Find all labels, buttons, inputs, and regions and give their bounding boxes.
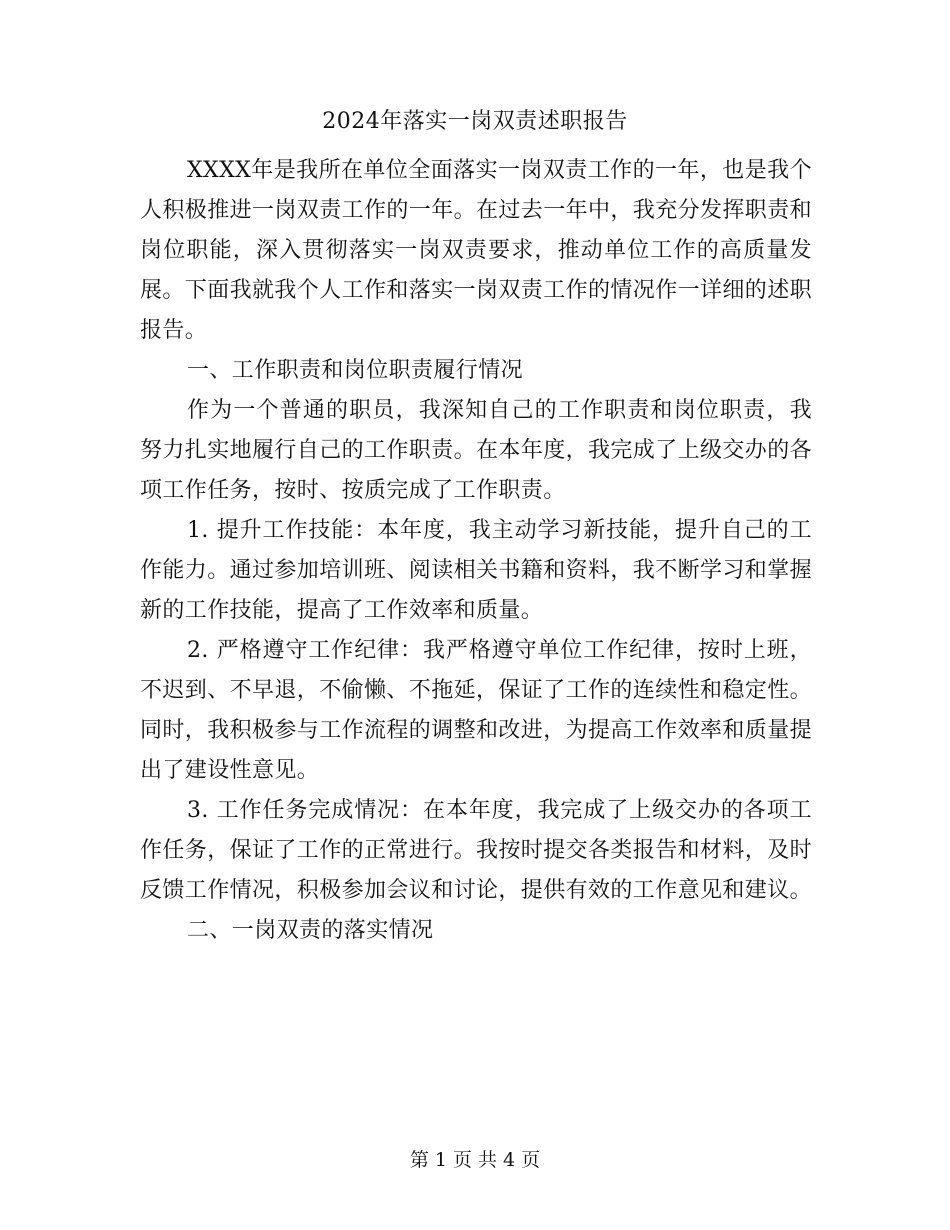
section-heading-2: 二、一岗双责的落实情况 [187,918,434,943]
list-item-1: 1. 提升工作技能：本年度，我主动学习新技能，提升自己的工作能力。通过参加培训班、阅读相关书籍和资料，我不断学习和掌握新的工作技能，提高了工作效率和质量。 [140,518,813,623]
page-label-suffix: 页 [521,1149,541,1171]
list-item-2: 2. 严格遵守工作纪律：我严格遵守单位工作纪律，按时上班，不迟到、不早退，不偷懒、不拖延，保证了工作的连续性和稳定性。同时，我积极参与工作流程的调整和改进，为提高工作效率和质量提出了建设性意见。 [140,638,813,783]
document-body [140,151,812,951]
list-item-3: 3. 工作任务完成情况：在本年度，我完成了上级交办的各项工作任务，保证了工作的正常进行。我按时提交各类报告和材料，及时反馈工作情况，积极参加会议和讨论，提供有效的工作意见和建议。 [140,798,813,903]
paragraph-intro: XXXX年是我所在单位全面落实一岗双责工作的一年，也是我个人积极推进一岗双责工作的一年。在过去一年中，我充分发挥职责和岗位职能，深入贯彻落实一岗双责要求，推动单位工作的高质量发展。下面我就我个人工作和落实一岗双责工作的情况作一详细的述职报告。 [140,158,813,343]
section-heading-1: 一、工作职责和岗位职责履行情况 [187,358,524,383]
page-label-mid: 页 共 [452,1149,498,1171]
paragraph-duty: 作为一个普通的职员，我深知自己的工作职责和岗位职责，我努力扎实地履行自己的工作职责。在本年度，我完成了上级交办的各项工作任务，按时、按质完成了工作职责。 [140,398,813,503]
document-title: 2024年落实一岗双责述职报告 [322,109,628,134]
page-label-prefix: 第 [409,1149,429,1171]
total-pages-number: 4 [503,1149,516,1171]
current-page-number: 1 [434,1149,447,1171]
page-footer [0,1145,950,1175]
